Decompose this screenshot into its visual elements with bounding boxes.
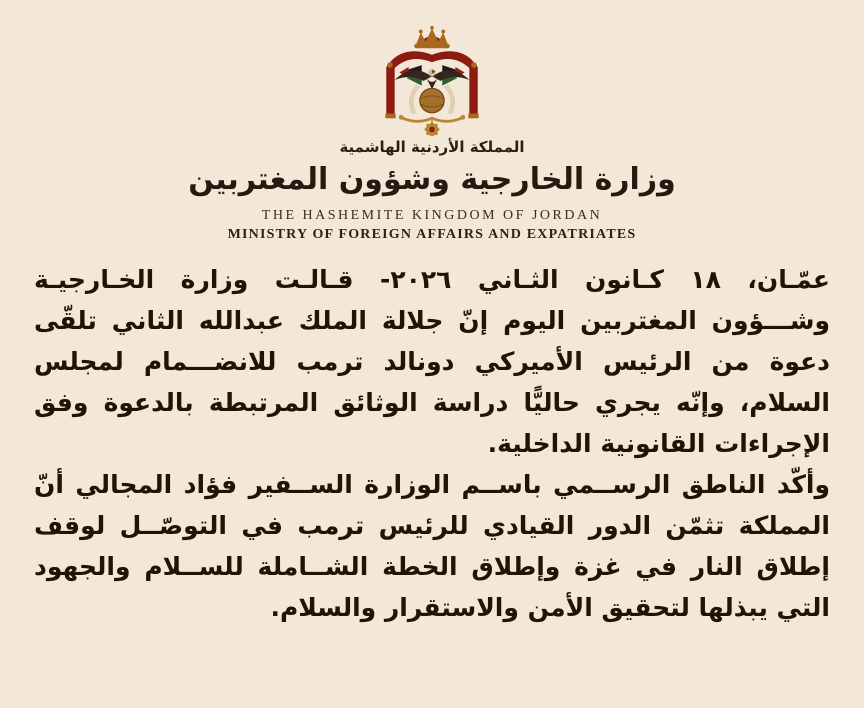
jordan-coat-of-arms-icon bbox=[352, 24, 512, 136]
body-line-6: وأكّد الناطق الرســمي باســم الوزارة الســفير فؤاد المجالي أنّ bbox=[34, 470, 830, 499]
letterhead bbox=[0, 0, 864, 243]
body-line-8: إطلاق النار في غزة وإطلاق الخطة الشــاملة للســلام والجهود bbox=[34, 552, 830, 581]
ministry-name-arabic-calligraphy: وزارة الخارجية وشؤون المغتربين bbox=[188, 162, 676, 197]
body-line-5: الإجراءات القانونية الداخلية. bbox=[487, 429, 830, 458]
globe-icon bbox=[420, 88, 444, 112]
body-line-3: دعوة من الرئيس الأميركي دونالد ترمب للانضـــمام لمجلس bbox=[34, 347, 830, 376]
body-line-7: المملكة تثمّن الدور القيادي للرئيس ترمب في التوصّــل لوقف bbox=[34, 511, 830, 540]
kingdom-name-english: THE HASHEMITE KINGDOM OF JORDAN bbox=[261, 208, 603, 223]
kingdom-name-arabic: المملكة الأردنية الهاشمية bbox=[339, 138, 525, 156]
order-star-icon bbox=[424, 120, 440, 136]
press-release-body bbox=[34, 259, 830, 628]
body-line-9: التي يبذلها لتحقيق الأمن والاستقرار والسلام. bbox=[270, 593, 830, 622]
body-line-1: عمّـان، ١٨ كـانون الثـاني ٢٠٢٦- قـالـت وزارة الخـارجيـة bbox=[34, 265, 830, 294]
ministry-name-english: MINISTRY OF FOREIGN AFFAIRS AND EXPATRIATES bbox=[227, 227, 637, 242]
body-line-2: وشـــؤون المغتربين اليوم إنّ جلالة الملك عبدالله الثاني تلقّى bbox=[34, 306, 830, 335]
paragraph-1 bbox=[34, 259, 830, 464]
crown-icon bbox=[414, 26, 449, 48]
paragraph-2 bbox=[34, 464, 830, 628]
body-line-4: السلام، وإنّه يجري حاليًّا دراسة الوثائق المرتبطة بالدعوة وفق bbox=[34, 388, 830, 417]
